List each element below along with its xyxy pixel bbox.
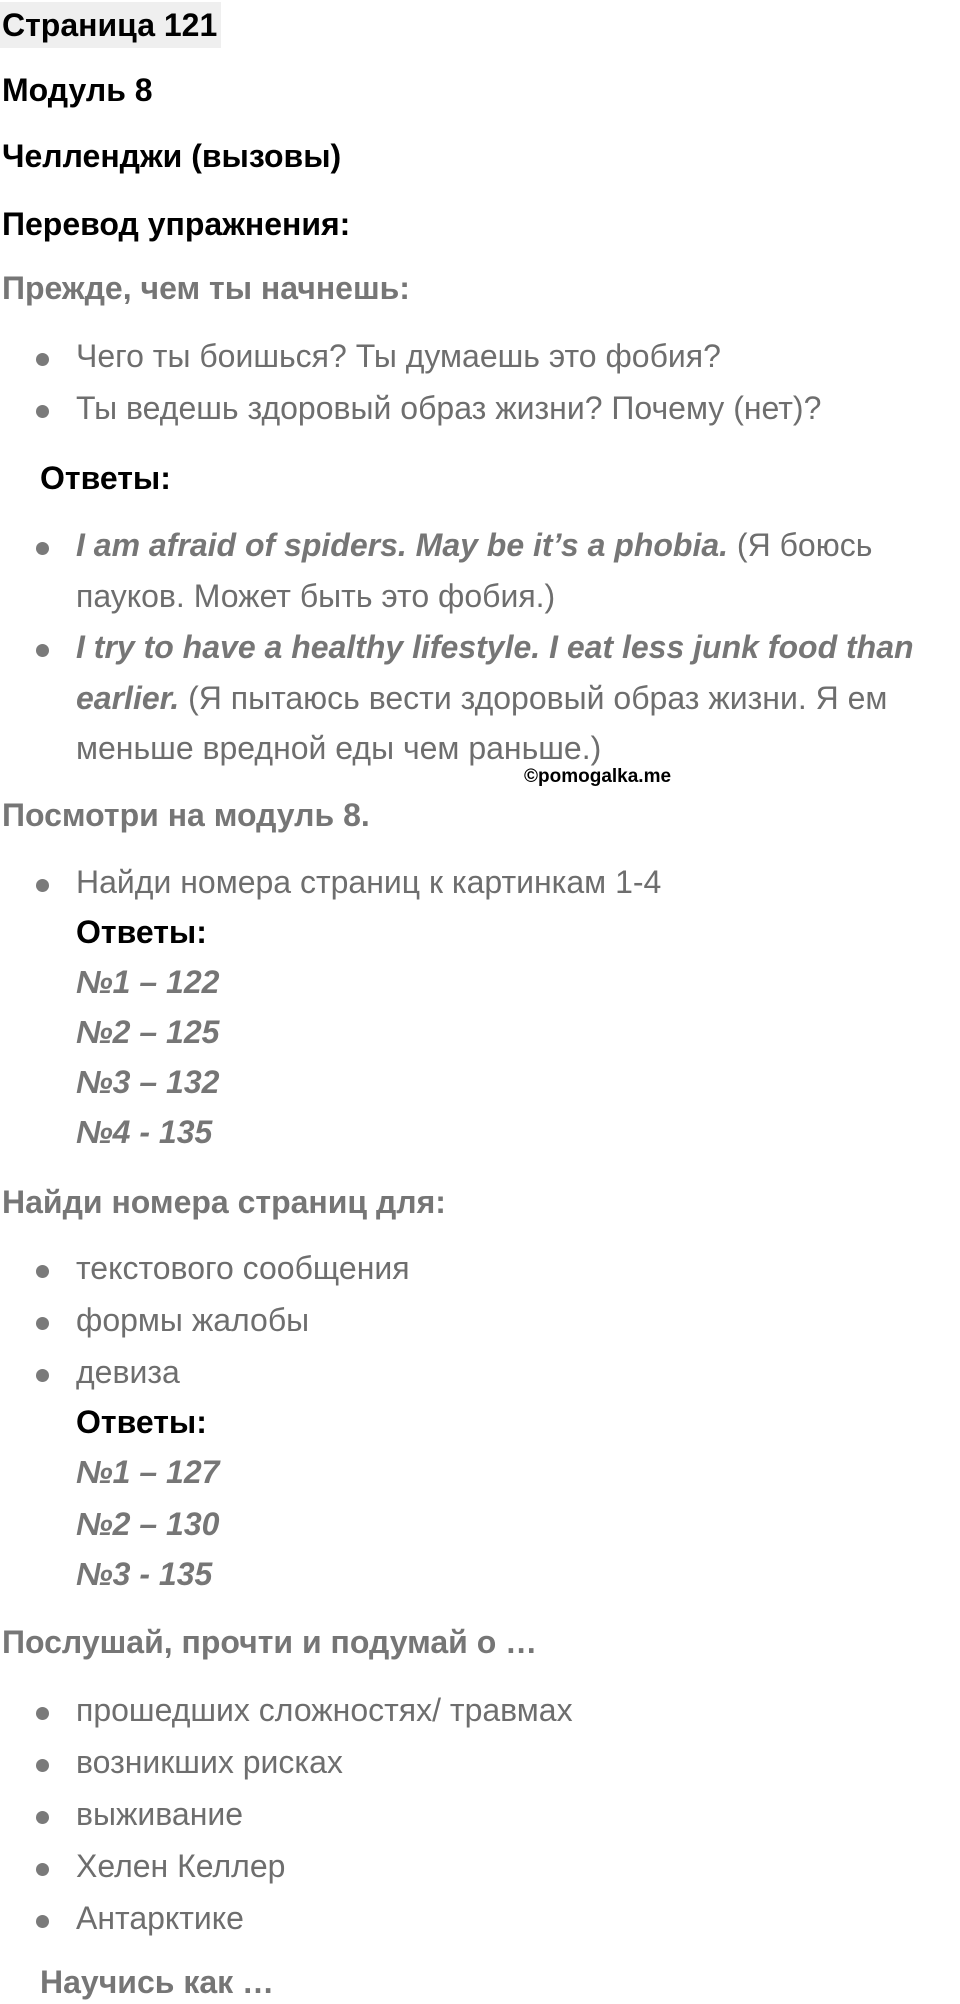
answer-russian: (Я боюсь [728,527,873,563]
bullet-icon [36,353,49,366]
answers-label: Ответы: [76,1404,207,1440]
list-item-text: Хелен Келлер [76,1848,286,1884]
watermark: ©pomogalka.me [524,766,672,787]
answer-continuation: меньше вредной еды чем раньше.) [76,730,602,766]
answer-item: №2 – 130 [76,1506,220,1542]
bullet-icon [36,1915,49,1928]
answer-text [76,527,872,564]
bullet-icon [36,879,49,892]
module-title: Модуль 8 [2,72,153,108]
list-item-text: Ты ведешь здоровый образ жизни? Почему (нет)? [76,390,822,426]
list-item-text: выживание [76,1796,244,1832]
section-heading-listen-read-think: Послушай, прочти и подумай о … [2,1624,538,1660]
answers-label: Ответы: [40,460,171,496]
list-item-text: текстового сообщения [76,1250,410,1286]
list-item-text: Чего ты боишься? Ты думаешь это фобия? [76,338,721,374]
list-item-text: девиза [76,1354,180,1390]
bullet-icon [36,1317,49,1330]
list-item-text: формы жалобы [76,1302,310,1338]
bullet-icon [36,1811,49,1824]
answer-english-continuation: earlier. [76,680,180,716]
section-heading-learn-how: Научись как … [40,1964,275,2000]
answers-label: Ответы: [76,914,207,950]
section-heading-look-at-module: Посмотри на модуль 8. [2,797,370,833]
answer-item: №2 – 125 [76,1014,220,1050]
answer-english: I try to have a healthy lifestyle. I eat less junk food than [76,629,914,665]
answer-russian: (Я пытаюсь вести здоровый образ жизни. Я ем [179,680,888,716]
bullet-icon [36,1265,49,1278]
list-item-text: прошедших сложностях/ травмах [76,1692,573,1728]
section-heading-before-you-start: Прежде, чем ты начнешь: [2,270,410,306]
answer-item: №1 – 127 [76,1454,220,1490]
answer-item: №3 - 135 [76,1556,213,1592]
answer-item: №1 – 122 [76,964,220,1000]
bullet-icon [36,1369,49,1382]
list-item-text: возникших рисках [76,1744,343,1780]
answer-continuation: пауков. Может быть это фобия.) [76,578,556,614]
section-heading-find-page-numbers: Найди номера страниц для: [2,1184,446,1220]
page-title: Страница 121 [0,2,221,48]
translation-label: Перевод упражнения: [2,206,351,242]
list-item-text: Антарктике [76,1900,244,1936]
answer-continuation [76,680,887,717]
answer-english: I am afraid of spiders. May be it’s a phobia. [76,527,729,563]
answer-item: №4 - 135 [76,1114,213,1150]
bullet-icon [36,1759,49,1772]
bullet-icon [36,405,49,418]
unit-title: Челленджи (вызовы) [2,138,342,174]
bullet-icon [36,1863,49,1876]
bullet-icon [36,542,49,555]
bullet-icon [36,644,49,657]
bullet-icon [36,1707,49,1720]
answer-item: №3 – 132 [76,1064,220,1100]
list-item-text: Найди номера страниц к картинкам 1-4 [76,864,662,900]
